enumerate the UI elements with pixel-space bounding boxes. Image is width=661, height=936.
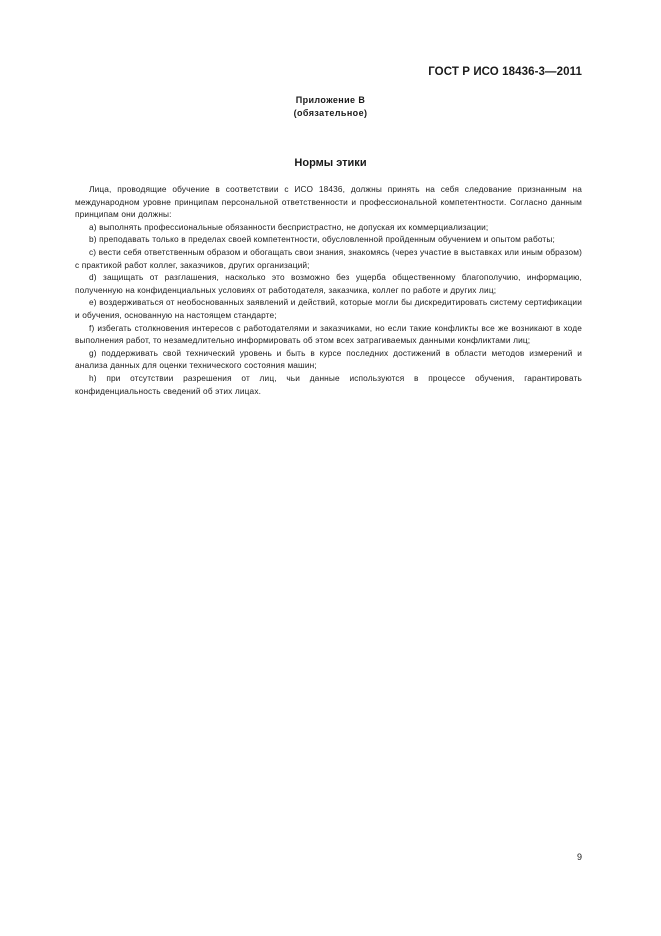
annex-label: Приложение В bbox=[295, 95, 366, 105]
document-code-header: ГОСТ Р ИСО 18436-3—2011 bbox=[428, 66, 582, 78]
list-item-c: с) вести себя ответственным образом и обогащать свои знания, знакомясь (через участие в выставках или иным образом) с практикой работ коллег, заказчиков, других организаций; bbox=[75, 246, 582, 270]
annex-status: (обязательное) bbox=[293, 108, 368, 118]
list-item-h: h) при отсутствии разрешения от лиц, чьи данные используются в процессе обучения, гарантировать конфиденциальность сведений об этих лицах. bbox=[75, 372, 582, 396]
list-item-e: е) воздерживаться от необоснованных заявлений и действий, которые могли бы дискредитировать систему сертификации и обучения, основанную на настоящем стандарте; bbox=[75, 297, 582, 320]
page-number: 9 bbox=[576, 852, 582, 862]
section-title: Нормы этики bbox=[294, 157, 367, 169]
list-item-g: g) поддерживать свой технический уровень и быть в курсе последних достижений в области методов измерений и анализа данных для оценки технического состояния машин; bbox=[75, 347, 582, 371]
list-item-d: d) защищать от разглашения, насколько это возможно без ущерба общественному благополучию, информацию, полученную на конфиденциальных условиях от работодателя, заказчика, коллег по работе и других лиц; bbox=[75, 272, 582, 295]
list-item-b: b) преподавать только в пределах своей компетентности, обусловленной пройденным обучением и опытом работы; bbox=[89, 234, 555, 245]
list-item-a: а) выполнять профессиональные обязанности беспристрастно, не допуская их коммерциализации; bbox=[89, 221, 489, 232]
list-item-f: f) избегать столкновения интересов с работодателями и заказчиками, но если такие конфликты все же возникают в ходе выполнения работ, то незамедлительно информировать об этом всех затрагиваемых данными конфликтами лиц; bbox=[75, 322, 582, 346]
body-text bbox=[75, 183, 582, 397]
intro-paragraph: Лица, проводящие обучение в соответствии с ИСО 18436, должны принять на себя следование признанным на международном уровне принципам персональной ответственности и профессиональной компетентности. Согласно данным принципам они должны: bbox=[75, 184, 582, 220]
